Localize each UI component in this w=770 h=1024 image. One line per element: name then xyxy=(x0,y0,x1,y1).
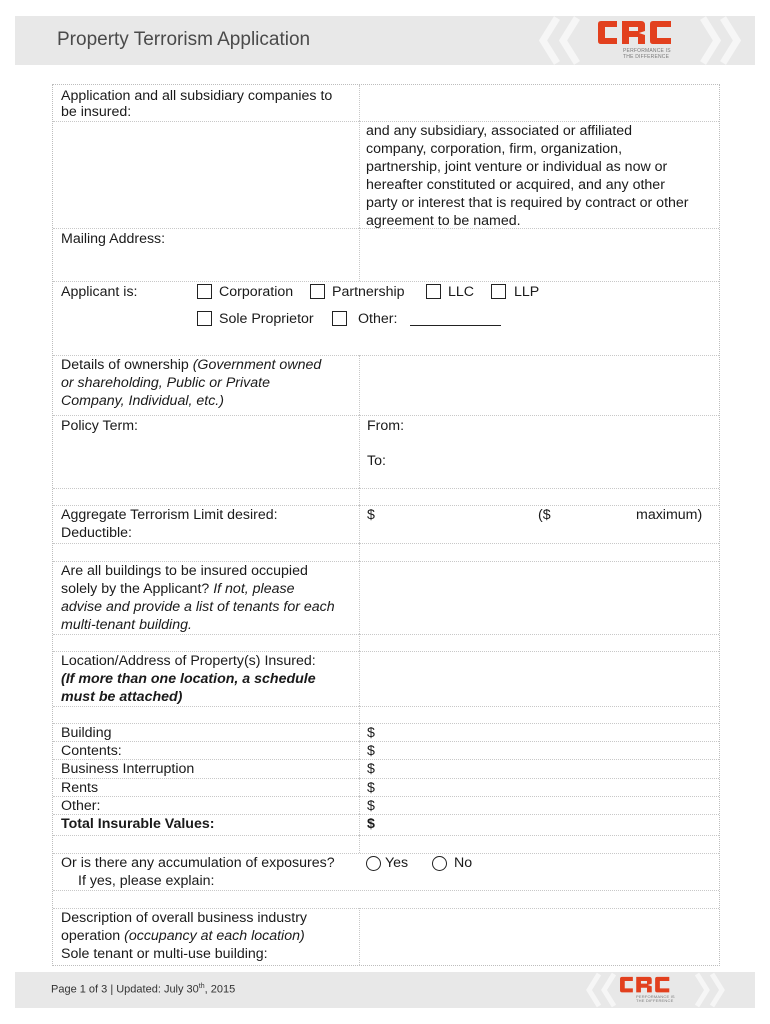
business-label-italic: (occupancy at each location) xyxy=(124,928,305,944)
row-occupancy xyxy=(53,561,719,635)
accumulation-yes-radio[interactable] xyxy=(366,856,381,871)
footer-page-text: Page 1 of 3 | Updated: July 30 xyxy=(51,983,199,996)
row-subsidiary xyxy=(53,121,719,229)
page-footer xyxy=(15,972,755,1008)
contents-dollar: $ xyxy=(367,743,375,759)
ownership-label-2: or shareholding, Public or Private xyxy=(61,375,270,391)
row-spacer-4 xyxy=(53,706,719,724)
total-values-dollar: $ xyxy=(367,816,375,832)
crc-logo-mark-icon xyxy=(595,20,675,46)
location-label-2: (If more than one location, a schedule xyxy=(61,671,316,687)
other-entity-label: Other: xyxy=(358,311,398,327)
row-companies xyxy=(53,85,719,122)
aggregate-dollar: $ xyxy=(367,507,375,523)
subsidiary-text-5: party or interest that is required by contract or other xyxy=(366,195,689,211)
chevron-right-decoration-icon-2 xyxy=(715,16,745,65)
accumulation-no-radio[interactable] xyxy=(432,856,447,871)
row-spacer-5 xyxy=(53,835,719,854)
ownership-label-italic: (Government owned xyxy=(192,357,322,373)
other-value-dollar: $ xyxy=(367,798,375,814)
business-interruption-dollar: $ xyxy=(367,761,375,777)
applicant-is-label: Applicant is: xyxy=(61,284,138,300)
mailing-address-field[interactable] xyxy=(361,228,717,280)
location-label-3: must be attached) xyxy=(61,689,183,705)
row-contents xyxy=(53,741,719,760)
row-business-description xyxy=(53,908,719,965)
business-label-plain: operation xyxy=(61,928,125,944)
row-applicant-type xyxy=(53,281,719,356)
policy-from-label: From: xyxy=(367,418,405,434)
llp-checkbox[interactable] xyxy=(491,284,506,299)
subsidiary-text-1: and any subsidiary, associated or affiliated xyxy=(366,123,633,139)
row-location xyxy=(53,651,719,707)
application-form xyxy=(52,84,720,966)
if-yes-explain-label: If yes, please explain: xyxy=(78,873,215,889)
logo-tagline-1: PERFORMANCE IS xyxy=(623,48,671,54)
ownership-label-plain: Details of ownership xyxy=(61,357,193,373)
business-label-2 xyxy=(61,927,305,945)
business-description-field[interactable] xyxy=(361,908,717,964)
occupancy-label-3: advise and provide a list of tenants for each xyxy=(61,599,335,615)
footer-chevron-right-icon-2 xyxy=(706,972,728,1008)
page-title: Property Terrorism Application xyxy=(57,29,311,50)
ownership-field[interactable] xyxy=(361,355,717,414)
business-label-1: Description of overall business industry xyxy=(61,910,308,926)
row-other-value xyxy=(53,796,719,815)
crc-logo xyxy=(595,20,695,62)
policy-term-label: Policy Term: xyxy=(61,418,138,434)
subsidiary-text-4: hereafter constituted or acquired, and any other xyxy=(366,177,665,193)
other-value-label: Other: xyxy=(61,798,101,814)
business-label-3: Sole tenant or multi-use building: xyxy=(61,946,268,962)
mailing-address-label: Mailing Address: xyxy=(61,231,166,247)
llc-checkbox[interactable] xyxy=(426,284,441,299)
rents-dollar: $ xyxy=(367,780,375,796)
companies-label-1: Application and all subsidiary companies to xyxy=(61,88,333,104)
footer-chevron-left-icon-2 xyxy=(598,972,620,1008)
aggregate-limit-label: Aggregate Terrorism Limit desired: xyxy=(61,507,278,523)
row-spacer-3 xyxy=(53,634,719,652)
row-spacer-2 xyxy=(53,543,719,562)
page-header xyxy=(15,16,755,65)
accumulation-question: Or is there any accumulation of exposures? xyxy=(61,855,335,871)
footer-logo-tagline-2: THE DIFFERENCE xyxy=(636,998,674,1003)
corporation-checkbox[interactable] xyxy=(197,284,212,299)
footer-year: , 2015 xyxy=(204,983,236,996)
ownership-label-1 xyxy=(61,356,321,374)
location-label-1: Location/Address of Property(s) Insured: xyxy=(61,653,316,669)
row-business-interruption xyxy=(53,759,719,779)
footer-page-info xyxy=(51,983,235,996)
occupancy-label-plain: solely by the Applicant? xyxy=(61,581,214,597)
maximum-open: ($ xyxy=(538,507,551,523)
occupancy-label-2 xyxy=(61,580,294,598)
row-total-values xyxy=(53,814,719,836)
occupancy-field[interactable] xyxy=(361,561,717,633)
sole-proprietor-label: Sole Proprietor xyxy=(219,311,314,327)
rents-label: Rents xyxy=(61,780,99,796)
companies-label-2: be insured: xyxy=(61,104,132,120)
footer-crc-logo xyxy=(618,976,688,1006)
llc-label: LLC xyxy=(448,284,475,300)
other-entity-input[interactable] xyxy=(410,325,501,326)
location-field[interactable] xyxy=(361,651,717,705)
occupancy-label-1: Are all buildings to be insured occupied xyxy=(61,563,308,579)
total-values-label: Total Insurable Values: xyxy=(61,816,215,832)
logo-tagline-2: THE DIFFERENCE xyxy=(623,54,670,60)
occupancy-label-italic: If not, please xyxy=(213,581,295,597)
row-spacer-1 xyxy=(53,488,719,506)
accumulation-no-label: No xyxy=(454,855,473,871)
footer-crc-logo-mark-icon xyxy=(618,976,672,994)
partnership-label: Partnership xyxy=(332,284,405,300)
row-accumulation xyxy=(53,853,719,891)
contents-label: Contents: xyxy=(61,743,122,759)
row-rents xyxy=(53,778,719,797)
row-building xyxy=(53,723,719,742)
accumulation-yes-label: Yes xyxy=(385,855,409,871)
subsidiary-text-3: partnership, joint venture or individual as now or xyxy=(366,159,668,175)
business-interruption-label: Business Interruption xyxy=(61,761,195,777)
footer-logo-tagline-1: PERFORMANCE IS xyxy=(636,994,675,999)
partnership-checkbox[interactable] xyxy=(310,284,325,299)
maximum-close: maximum) xyxy=(636,507,703,523)
footer-superscript: th xyxy=(198,983,205,990)
subsidiary-text-6: agreement to be named. xyxy=(366,213,521,229)
building-dollar: $ xyxy=(367,725,375,741)
occupancy-label-4: multi-tenant building. xyxy=(61,617,192,633)
policy-to-label: To: xyxy=(367,453,386,469)
ownership-label-3: Company, Individual, etc.) xyxy=(61,393,224,409)
deductible-label: Deductible: xyxy=(61,525,132,541)
row-mailing-address xyxy=(53,228,719,282)
other-entity-checkbox[interactable] xyxy=(332,311,347,326)
building-label: Building xyxy=(61,725,112,741)
chevron-left-decoration-icon-2 xyxy=(555,16,585,65)
sole-proprietor-checkbox[interactable] xyxy=(197,311,212,326)
row-spacer-6 xyxy=(53,890,719,909)
row-ownership xyxy=(53,355,719,416)
subsidiary-text-2: company, corporation, firm, organization, xyxy=(366,141,623,157)
row-policy-term xyxy=(53,415,719,489)
row-aggregate-limit xyxy=(53,505,719,544)
corporation-label: Corporation xyxy=(219,284,294,300)
llp-label: LLP xyxy=(514,284,540,300)
